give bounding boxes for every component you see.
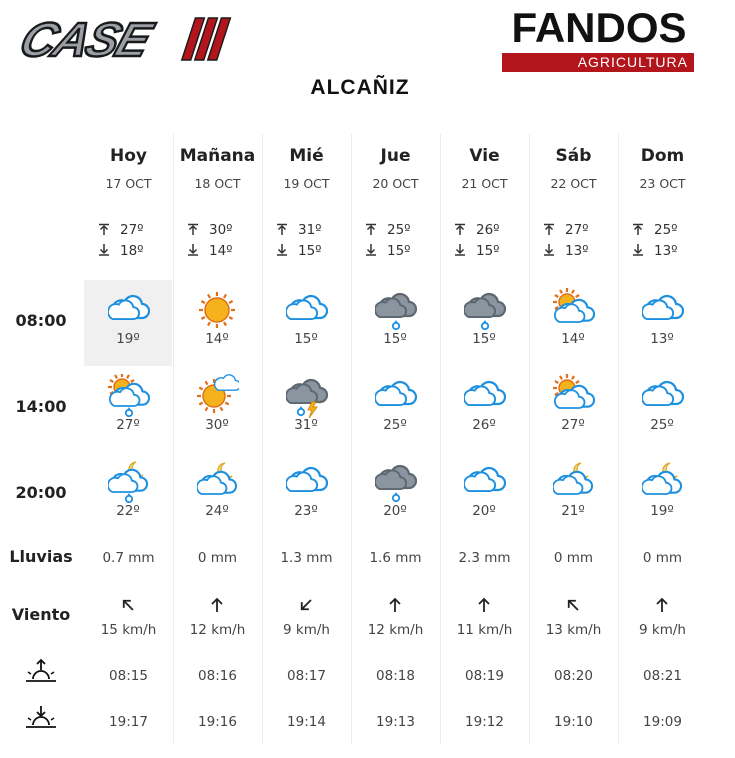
forecast-cell-14	[351, 366, 439, 452]
fandos-wordmark: FANDOS	[511, 4, 687, 51]
sun-small-cloud-icon	[197, 374, 239, 418]
rain-value: 0.7 mm	[102, 550, 155, 566]
wind-arrow-icon	[209, 597, 225, 613]
arrow-up-icon	[632, 222, 654, 238]
min-temp	[454, 243, 524, 259]
day-date: 20 OCT	[372, 176, 419, 191]
wind-arrow-icon	[387, 597, 403, 613]
sun-icon	[197, 288, 239, 332]
max-temp-value: 26º	[476, 222, 500, 238]
moon-cloud-icon	[553, 460, 595, 504]
forecast-cell-14	[173, 366, 261, 452]
arrow-down-icon	[454, 243, 476, 259]
min-temp	[98, 243, 168, 259]
wind-arrow-icon	[120, 597, 136, 613]
row-label-wind: Viento	[11, 605, 71, 624]
forecast-cell-20	[351, 452, 439, 538]
max-temp	[632, 222, 702, 238]
cloud-icon	[286, 288, 328, 332]
wind-speed: 15 km/h	[100, 622, 157, 638]
wind-speed: 12 km/h	[189, 622, 246, 638]
rain-value: 0 mm	[197, 550, 238, 566]
sun-cloud-icon	[553, 288, 595, 332]
max-temp	[365, 222, 435, 238]
arrow-up-icon	[543, 222, 565, 238]
wind-speed: 9 km/h	[283, 622, 330, 638]
temp-value: 27º	[116, 417, 140, 433]
day-date: 22 OCT	[550, 176, 597, 191]
arrow-up-icon	[187, 222, 209, 238]
temp-value: 21º	[561, 503, 585, 519]
sunrise-time: 08:17	[287, 668, 326, 684]
arrow-down-icon	[98, 243, 120, 259]
arrow-down-icon	[632, 243, 654, 259]
max-temp	[98, 222, 168, 238]
min-temp	[276, 243, 346, 259]
forecast-cell-08	[84, 280, 172, 366]
forecast-cell-08	[173, 280, 261, 366]
rain-value: 2.3 mm	[458, 550, 511, 566]
svg-text:CASE: CASE	[13, 13, 157, 66]
sunrise-time: 08:19	[465, 668, 504, 684]
sun-cloud-rain-icon	[108, 374, 150, 418]
temp-value: 14º	[561, 331, 585, 347]
forecast-cell-08	[262, 280, 350, 366]
sunrise-time: 08:20	[554, 668, 593, 684]
rain-value: 1.6 mm	[369, 550, 422, 566]
temp-value: 27º	[561, 417, 585, 433]
day-date: 23 OCT	[639, 176, 686, 191]
day-name: Dom	[640, 146, 685, 166]
wind-speed: 12 km/h	[367, 622, 424, 638]
cloud-icon	[286, 460, 328, 504]
temp-value: 15º	[294, 331, 318, 347]
cloud-icon	[464, 460, 506, 504]
forecast-cell-20	[262, 452, 350, 538]
max-temp	[276, 222, 346, 238]
forecast-cell-08	[440, 280, 528, 366]
arrow-up-icon	[276, 222, 298, 238]
day-name: Mañana	[179, 146, 256, 166]
day-date: 17 OCT	[105, 176, 152, 191]
temp-value: 14º	[205, 331, 229, 347]
row-label-20: 20:00	[15, 483, 67, 502]
city-title: ALCAÑIZ	[310, 76, 410, 99]
sunset-icon	[24, 704, 58, 732]
arrow-down-icon	[365, 243, 387, 259]
wind-speed: 11 km/h	[456, 622, 513, 638]
temp-value: 23º	[294, 503, 318, 519]
max-temp	[187, 222, 257, 238]
temp-value: 25º	[383, 417, 407, 433]
min-temp	[632, 243, 702, 259]
forecast-cell-20	[529, 452, 617, 538]
row-label-14: 14:00	[15, 397, 67, 416]
arrow-up-icon	[98, 222, 120, 238]
temp-value: 24º	[205, 503, 229, 519]
min-temp-value: 15º	[387, 243, 411, 259]
temp-value: 31º	[294, 417, 318, 433]
sunset-time: 19:09	[643, 714, 682, 730]
temp-value: 26º	[472, 417, 496, 433]
max-temp-value: 27º	[120, 222, 144, 238]
max-temp-value: 27º	[565, 222, 589, 238]
case-ih-logo-mark	[4, 10, 240, 66]
day-date: 19 OCT	[283, 176, 330, 191]
forecast-cell-14	[440, 366, 528, 452]
max-temp-value: 31º	[298, 222, 322, 238]
temp-value: 13º	[650, 331, 674, 347]
temp-value: 30º	[205, 417, 229, 433]
min-temp-value: 13º	[654, 243, 678, 259]
arrow-up-icon	[365, 222, 387, 238]
min-temp-value: 15º	[298, 243, 322, 259]
rain-value: 0 mm	[553, 550, 594, 566]
day-date: 18 OCT	[194, 176, 241, 191]
min-temp-value: 18º	[120, 243, 144, 259]
arrow-down-icon	[543, 243, 565, 259]
rain-cloud-icon	[464, 288, 506, 332]
sunset-time: 19:17	[109, 714, 148, 730]
day-name: Hoy	[110, 146, 147, 166]
temp-value: 20º	[383, 503, 407, 519]
forecast-cell-20	[440, 452, 528, 538]
day-name: Mié	[289, 146, 324, 166]
sunset-time: 19:14	[287, 714, 326, 730]
forecast-cell-20	[173, 452, 261, 538]
forecast-cell-08	[351, 280, 439, 366]
forecast-cell-14	[618, 366, 706, 452]
temp-value: 25º	[650, 417, 674, 433]
cloud-icon	[464, 374, 506, 418]
min-temp-value: 13º	[565, 243, 589, 259]
day-name: Jue	[380, 146, 411, 166]
temp-value: 19º	[116, 331, 140, 347]
sun-cloud-icon	[553, 374, 595, 418]
wind-arrow-icon	[298, 597, 314, 613]
forecast-cell-20	[618, 452, 706, 538]
temp-value: 20º	[472, 503, 496, 519]
moon-cloud-icon	[197, 460, 239, 504]
temp-value: 22º	[116, 503, 140, 519]
cloud-icon	[642, 374, 684, 418]
wind-arrow-icon	[476, 597, 492, 613]
row-label-rain: Lluvias	[9, 547, 73, 566]
fandos-logo	[502, 4, 696, 72]
min-temp-value: 15º	[476, 243, 500, 259]
max-temp-value: 30º	[209, 222, 233, 238]
forecast-cell-14	[262, 366, 350, 452]
cloud-icon	[375, 374, 417, 418]
sunrise-icon	[24, 658, 58, 686]
case-ih-logo	[4, 10, 240, 66]
wind-speed: 9 km/h	[639, 622, 686, 638]
cloud-icon	[108, 288, 150, 332]
storm-icon	[286, 374, 328, 418]
temp-value: 15º	[383, 331, 407, 347]
min-temp	[543, 243, 613, 259]
day-name: Sáb	[555, 146, 592, 166]
moon-cloud-rain-icon	[108, 460, 150, 504]
sunset-time: 19:10	[554, 714, 593, 730]
cloud-icon	[642, 288, 684, 332]
temp-value: 19º	[650, 503, 674, 519]
wind-arrow-icon	[654, 597, 670, 613]
min-temp-value: 14º	[209, 243, 233, 259]
row-label-08: 08:00	[15, 311, 67, 330]
forecast-cell-08	[529, 280, 617, 366]
temp-value: 15º	[472, 331, 496, 347]
arrow-up-icon	[454, 222, 476, 238]
day-name: Vie	[469, 146, 500, 166]
sunrise-time: 08:16	[198, 668, 237, 684]
min-temp	[187, 243, 257, 259]
forecast-cell-14	[84, 366, 172, 452]
sunrise-time: 08:15	[109, 668, 148, 684]
fandos-subtitle: AGRICULTURA	[577, 54, 688, 70]
arrow-down-icon	[187, 243, 209, 259]
sunset-time: 19:13	[376, 714, 415, 730]
forecast-cell-08	[618, 280, 706, 366]
rain-value: 1.3 mm	[280, 550, 333, 566]
forecast-cell-14	[529, 366, 617, 452]
max-temp-value: 25º	[387, 222, 411, 238]
rain-value: 0 mm	[642, 550, 683, 566]
max-temp-value: 25º	[654, 222, 678, 238]
sunrise-time: 08:18	[376, 668, 415, 684]
max-temp	[543, 222, 613, 238]
moon-cloud-icon	[642, 460, 684, 504]
wind-arrow-icon	[565, 597, 581, 613]
sunset-time: 19:12	[465, 714, 504, 730]
wind-speed: 13 km/h	[545, 622, 602, 638]
min-temp	[365, 243, 435, 259]
day-date: 21 OCT	[461, 176, 508, 191]
max-temp	[454, 222, 524, 238]
sunset-time: 19:16	[198, 714, 237, 730]
rain-cloud-icon	[375, 288, 417, 332]
forecast-cell-20	[84, 452, 172, 538]
arrow-down-icon	[276, 243, 298, 259]
fandos-subbar	[502, 53, 694, 72]
rain-cloud-icon	[375, 460, 417, 504]
sunrise-time: 08:21	[643, 668, 682, 684]
